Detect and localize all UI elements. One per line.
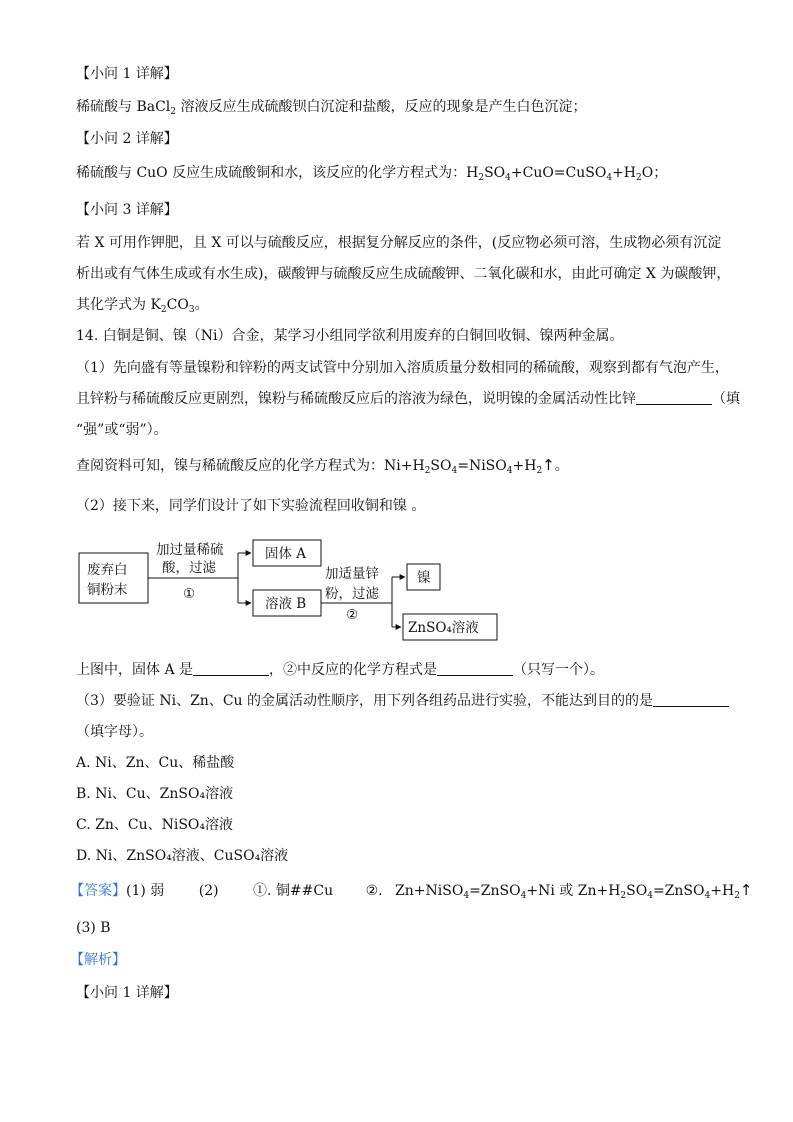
answer-blank: [636, 390, 712, 405]
gas-arrow-icon: ↑: [739, 881, 753, 899]
final-heading: 【小问 1 详解】: [76, 985, 178, 1001]
solid-a-label: 固体 A: [265, 546, 307, 562]
answer-blank: [653, 692, 729, 707]
q2-equation: $H_2SO_4+CuO=CuSO_4+H_2O$；: [466, 165, 668, 183]
option-c: C. Zn、Cu、NiSO₄溶液: [76, 817, 233, 833]
q1-text: 稀硫酸与 BaCl$_2$ 溶液反应生成硫酸钡白沉淀和盐酸，反应的现象是产生白色沉淀；: [76, 99, 587, 117]
q3-line2: 析出或有气体生成或有水生成)，碳酸钾与硫酸反应生成硫酸钾、二氧化碳和水，由此可确定 X 为碳酸钾，: [76, 266, 731, 282]
q3-line1: 若 X 可用作钾肥，且 X 可以与硫酸反应，根据复分解反应的条件，(反应物必须可溶，生成物必须有沉淀: [76, 235, 722, 251]
step2-number: ②: [346, 607, 359, 623]
problem-14-intro: 14. 白铜是铜、镍（Ni）合金，某学习小组同学欲利用废弃的白铜回收铜、镍两种金属。: [76, 328, 624, 344]
q2-heading: 【小问 2 详解】: [76, 131, 178, 147]
option-a: A. Ni、Zn、Cu、稀盐酸: [76, 755, 235, 771]
option-d: D. Ni、ZnSO₄溶液、CuSO₄溶液: [76, 848, 289, 864]
p14-s3-line2: （填字母）。: [76, 724, 153, 740]
answer-line: 【答案】(1) 弱 (2) ①. 铜##Cu ②. Zn+NiSO$_4$=ZnSO$_4$+Ni 或 $Zn+H_2SO_4=ZnSO_4+H_2↑$: [70, 881, 753, 901]
answer-blank: [437, 661, 513, 676]
p14-info: 查阅资料可知，镍与稀硫酸反应的化学方程式为：$Ni+H_2SO_4=NiSO_4+H_2↑$。: [76, 456, 569, 476]
step2-label-1: 加适量锌: [325, 566, 379, 582]
start-label-1: 废弃白: [87, 562, 128, 578]
p14-s2-question: 上图中，固体 A 是 ，②中反应的化学方程式是 （只写一个）。: [76, 662, 605, 678]
answer-label: 【答案】: [70, 883, 126, 899]
analysis-label: 【解析】: [70, 952, 126, 968]
gas-arrow-icon: ↑: [542, 456, 555, 474]
q1-heading: 【小问 1 详解】: [76, 66, 178, 82]
flow-diagram: [70, 530, 510, 650]
p14-s1-line1: （1）先向盛有等量镍粉和锌粉的两支试管中分别加入溶质质量分数相同的稀硫酸，观察到都有气泡产生，: [76, 360, 729, 376]
answer-part3: (3) B: [76, 920, 111, 936]
p14-s2: （2）接下来，同学们设计了如下实验流程回收铜和镍 。: [76, 498, 426, 514]
nickel-equation: $Ni+H_2SO_4=NiSO_4+H_2↑$。: [384, 456, 569, 476]
p14-s3-line1: （3）要验证 Ni、Zn、Cu 的金属活动性顺序，用下列各组药品进行实验，不能达到目的的是: [76, 691, 729, 711]
step1-number: ①: [183, 586, 196, 602]
p14-s1-line3: “强”或“弱”）。: [76, 422, 168, 438]
option-b: B. Ni、Cu、ZnSO₄溶液: [76, 786, 234, 802]
start-label-2: 铜粉末: [87, 582, 128, 598]
q3-heading: 【小问 3 详解】: [76, 202, 178, 218]
q3-line3: 其化学式为 $K_2CO_3$。: [76, 297, 209, 315]
q2-text: 稀硫酸与 CuO 反应生成硫酸铜和水，该反应的化学方程式为：$H_2SO_4+CuO=CuSO_4+H_2O$；: [76, 165, 668, 183]
nickel-label: 镍: [417, 570, 431, 586]
answer-blank: [193, 661, 269, 676]
step1-label-1: 加过量稀硫: [156, 542, 224, 558]
step2-label-2: 粉，过滤: [325, 586, 379, 602]
p14-s1-line2: 且锌粉与稀硫酸反应更剧烈，镍粉与稀硫酸反应后的溶液为绿色，说明镍的金属活动性比锌 （填: [76, 391, 740, 407]
answer-equation: Zn+NiSO$_4$=ZnSO$_4$+Ni 或 $Zn+H_2SO_4=ZnSO_4+H_2↑$: [395, 881, 753, 901]
step1-label-2: 酸，过滤: [162, 560, 216, 576]
znso4-label: ZnSO₄溶液: [408, 620, 479, 636]
solution-b-label: 溶液 B: [265, 596, 307, 612]
